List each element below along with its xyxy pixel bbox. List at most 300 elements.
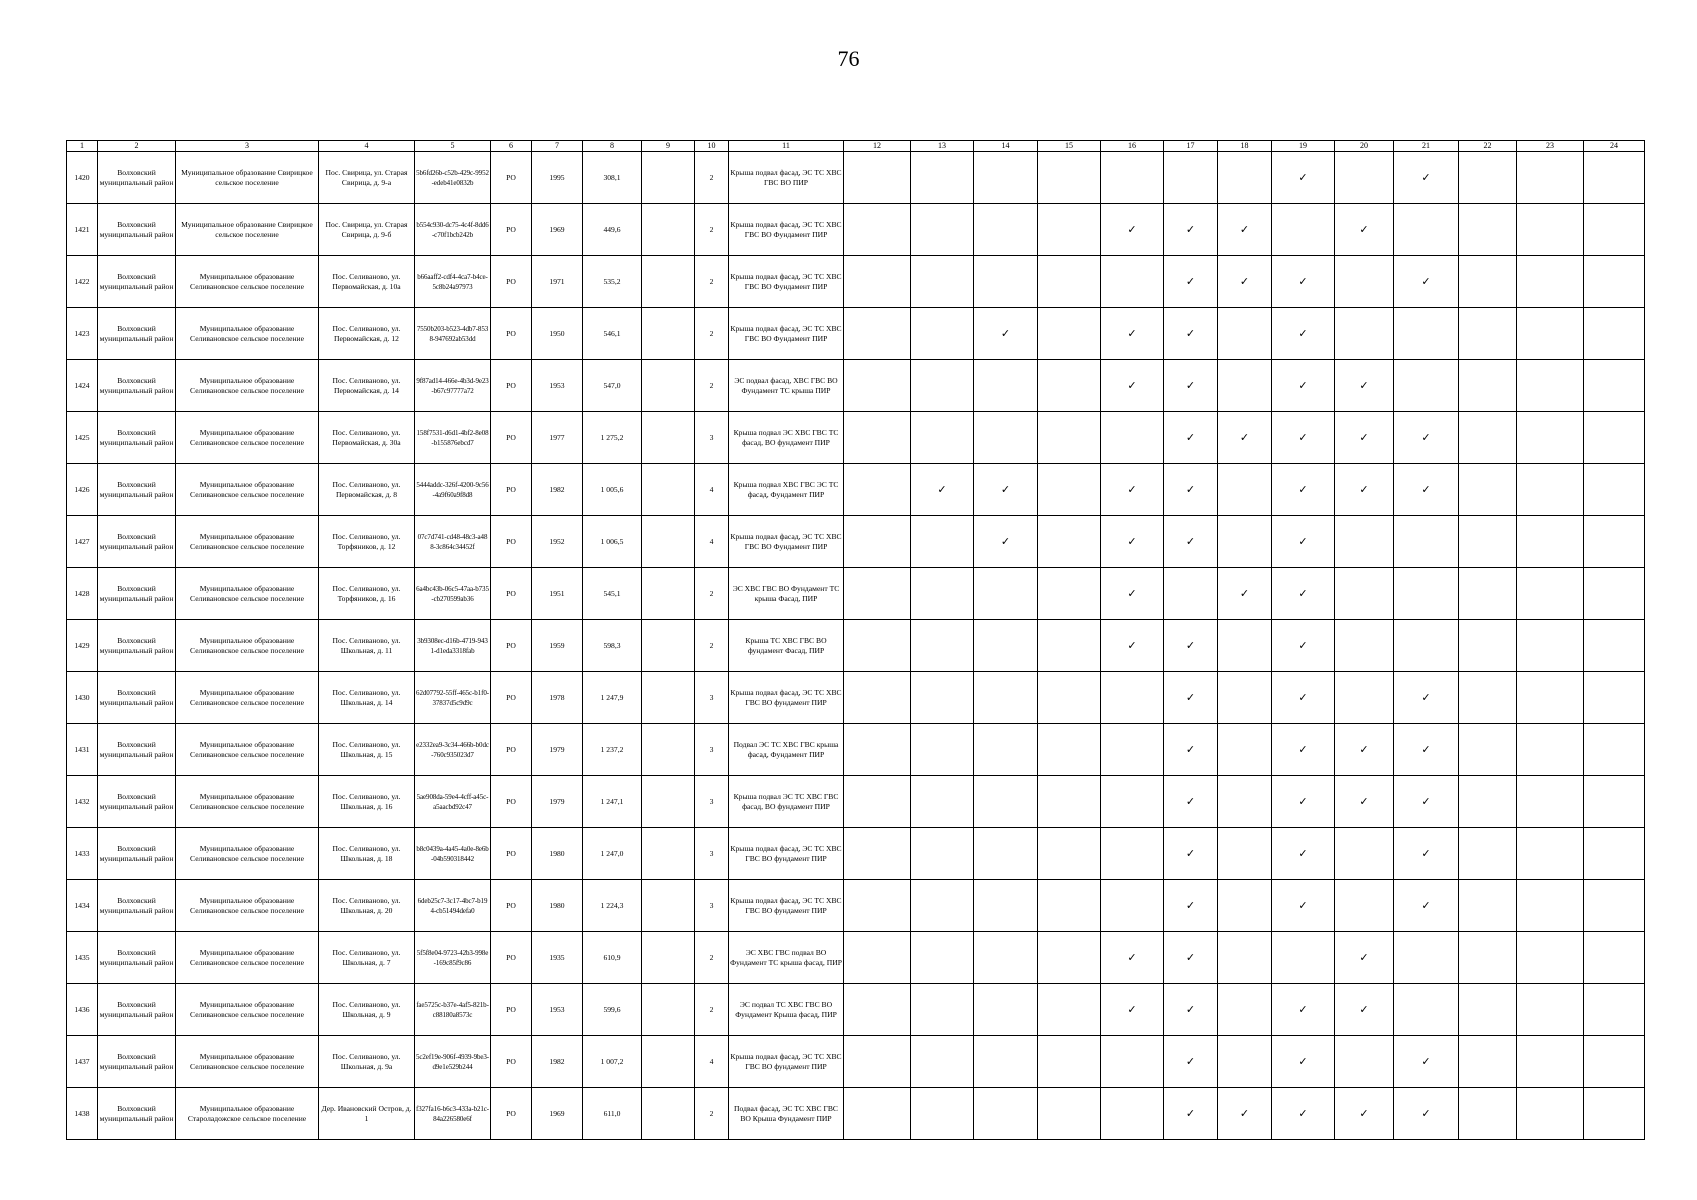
municipality-cell: Муниципальное образование Свирицкое сельское поселение [176, 152, 319, 204]
col-20-cell [1335, 256, 1394, 308]
row-number-cell: 1431 [67, 724, 98, 776]
col-23-cell [1517, 256, 1584, 308]
check-mark-icon: ✓ [1335, 464, 1394, 516]
district-cell: Волховский муниципальный район [98, 204, 176, 256]
col-19-cell [1272, 932, 1335, 984]
column-header-7: 7 [532, 141, 583, 152]
col-23-cell [1517, 984, 1584, 1036]
col-23-cell [1517, 308, 1584, 360]
ownership-type-cell: РО [491, 828, 532, 880]
check-mark-icon: ✓ [1218, 412, 1272, 464]
col-24-cell [1584, 152, 1645, 204]
table-row [67, 204, 1645, 256]
works-list-cell: ЭС ХВС ГВС подвал ВО Фундамент ТС крыша фасад, ПИР [729, 932, 844, 984]
col-22-cell [1459, 828, 1517, 880]
build-year-cell: 1969 [532, 204, 583, 256]
build-year-cell: 1978 [532, 672, 583, 724]
col-22-cell [1459, 620, 1517, 672]
check-mark-icon: ✓ [1164, 620, 1218, 672]
col-24-cell [1584, 308, 1645, 360]
col-12-cell [844, 724, 911, 776]
floors-cell: 2 [695, 932, 729, 984]
col-12-cell [844, 360, 911, 412]
works-list-cell: ЭС подвал ТС ХВС ГВС ВО Фундамент Крыша фасад, ПИР [729, 984, 844, 1036]
col-24-cell [1584, 776, 1645, 828]
build-year-cell: 1982 [532, 464, 583, 516]
municipality-cell: Муниципальное образование Селивановское сельское поселение [176, 724, 319, 776]
district-cell: Волховский муниципальный район [98, 724, 176, 776]
col-16-cell [1101, 724, 1164, 776]
col-20-cell [1335, 516, 1394, 568]
column-header-13: 13 [911, 141, 974, 152]
check-mark-icon: ✓ [1272, 620, 1335, 672]
check-mark-icon: ✓ [1272, 360, 1335, 412]
table-row [67, 1036, 1645, 1088]
col-20-cell [1335, 308, 1394, 360]
floors-cell: 2 [695, 568, 729, 620]
col-22-cell [1459, 776, 1517, 828]
floors-cell: 4 [695, 516, 729, 568]
col-12-cell [844, 932, 911, 984]
district-cell: Волховский муниципальный район [98, 256, 176, 308]
col-15-cell [1038, 672, 1101, 724]
check-mark-icon: ✓ [1164, 412, 1218, 464]
check-mark-icon: ✓ [1164, 932, 1218, 984]
check-mark-icon: ✓ [1101, 308, 1164, 360]
ownership-type-cell: РО [491, 984, 532, 1036]
floors-cell: 2 [695, 360, 729, 412]
check-mark-icon: ✓ [1335, 932, 1394, 984]
header-row [67, 141, 1645, 152]
col-9-cell [642, 620, 695, 672]
address-cell: Пос. Свирица, ул. Старая Свирица, д. 9-б [319, 204, 415, 256]
row-number-cell: 1433 [67, 828, 98, 880]
municipality-cell: Муниципальное образование Селивановское сельское поселение [176, 932, 319, 984]
house-id-cell: 5b6fd26b-c52b-429c-9952-edeb41e0832b [415, 152, 491, 204]
district-cell: Волховский муниципальный район [98, 1036, 176, 1088]
col-18-cell [1218, 152, 1272, 204]
area-cell: 535,2 [583, 256, 642, 308]
check-mark-icon: ✓ [1335, 1088, 1394, 1140]
col-9-cell [642, 308, 695, 360]
col-22-cell [1459, 1036, 1517, 1088]
check-mark-icon: ✓ [1164, 204, 1218, 256]
row-number-cell: 1427 [67, 516, 98, 568]
municipality-cell: Муниципальное образование Селивановское сельское поселение [176, 516, 319, 568]
ownership-type-cell: РО [491, 620, 532, 672]
build-year-cell: 1979 [532, 776, 583, 828]
district-cell: Волховский муниципальный район [98, 1088, 176, 1140]
row-number-cell: 1426 [67, 464, 98, 516]
col-15-cell [1038, 204, 1101, 256]
area-cell: 611,0 [583, 1088, 642, 1140]
col-15-cell [1038, 620, 1101, 672]
district-cell: Волховский муниципальный район [98, 412, 176, 464]
area-cell: 545,1 [583, 568, 642, 620]
col-13-cell [911, 412, 974, 464]
build-year-cell: 1935 [532, 932, 583, 984]
col-14-cell [974, 204, 1038, 256]
check-mark-icon: ✓ [1394, 412, 1459, 464]
ownership-type-cell: РО [491, 152, 532, 204]
works-list-cell: Крыша подвал фасад, ЭС ТС ХВС ГВС ВО фундамент ПИР [729, 828, 844, 880]
build-year-cell: 1977 [532, 412, 583, 464]
col-14-cell [974, 984, 1038, 1036]
table-row [67, 516, 1645, 568]
address-cell: Пос. Селиваново, ул. Первомайская, д. 8 [319, 464, 415, 516]
table-row [67, 1088, 1645, 1140]
col-12-cell [844, 620, 911, 672]
district-cell: Волховский муниципальный район [98, 828, 176, 880]
address-cell: Пос. Свирица, ул. Старая Свирица, д. 9-а [319, 152, 415, 204]
col-16-cell [1101, 152, 1164, 204]
col-13-cell [911, 620, 974, 672]
col-9-cell [642, 672, 695, 724]
table-row [67, 620, 1645, 672]
municipality-cell: Муниципальное образование Свирицкое сельское поселение [176, 204, 319, 256]
build-year-cell: 1953 [532, 360, 583, 412]
col-15-cell [1038, 880, 1101, 932]
address-cell: Пос. Селиваново, ул. Школьная, д. 16 [319, 776, 415, 828]
address-cell: Пос. Селиваново, ул. Школьная, д. 15 [319, 724, 415, 776]
col-18-cell [1218, 672, 1272, 724]
address-cell: Пос. Селиваново, ул. Первомайская, д. 10а [319, 256, 415, 308]
col-24-cell [1584, 1088, 1645, 1140]
area-cell: 1 224,3 [583, 880, 642, 932]
address-cell: Дер. Ивановский Остров, д. 1 [319, 1088, 415, 1140]
col-22-cell [1459, 464, 1517, 516]
col-15-cell [1038, 776, 1101, 828]
table-row [67, 828, 1645, 880]
col-15-cell [1038, 724, 1101, 776]
col-13-cell [911, 984, 974, 1036]
district-cell: Волховский муниципальный район [98, 308, 176, 360]
house-id-cell: f327fa16-b6c3-433a-b21c-84a226580e6f [415, 1088, 491, 1140]
col-9-cell [642, 568, 695, 620]
check-mark-icon: ✓ [1272, 880, 1335, 932]
row-number-cell: 1421 [67, 204, 98, 256]
check-mark-icon: ✓ [1394, 464, 1459, 516]
col-22-cell [1459, 1088, 1517, 1140]
ownership-type-cell: РО [491, 724, 532, 776]
col-23-cell [1517, 464, 1584, 516]
col-16-cell [1101, 880, 1164, 932]
col-22-cell [1459, 880, 1517, 932]
col-15-cell [1038, 1088, 1101, 1140]
col-22-cell [1459, 984, 1517, 1036]
col-9-cell [642, 360, 695, 412]
house-id-cell: 6deb25c7-3c17-4bc7-b194-cb51494defa0 [415, 880, 491, 932]
municipality-cell: Муниципальное образование Селивановское сельское поселение [176, 568, 319, 620]
column-header-15: 15 [1038, 141, 1101, 152]
row-number-cell: 1438 [67, 1088, 98, 1140]
check-mark-icon: ✓ [1218, 568, 1272, 620]
col-23-cell [1517, 828, 1584, 880]
col-17-cell [1164, 152, 1218, 204]
col-12-cell [844, 880, 911, 932]
floors-cell: 2 [695, 984, 729, 1036]
row-number-cell: 1420 [67, 152, 98, 204]
floors-cell: 3 [695, 776, 729, 828]
col-23-cell [1517, 360, 1584, 412]
column-header-5: 5 [415, 141, 491, 152]
municipality-cell: Муниципальное образование Селивановское сельское поселение [176, 880, 319, 932]
col-9-cell [642, 152, 695, 204]
check-mark-icon: ✓ [1272, 724, 1335, 776]
register-table [66, 140, 1645, 1140]
check-mark-icon: ✓ [911, 464, 974, 516]
column-header-9: 9 [642, 141, 695, 152]
area-cell: 1 247,9 [583, 672, 642, 724]
floors-cell: 2 [695, 1088, 729, 1140]
check-mark-icon: ✓ [974, 464, 1038, 516]
build-year-cell: 1995 [532, 152, 583, 204]
area-cell: 599,6 [583, 984, 642, 1036]
check-mark-icon: ✓ [1272, 984, 1335, 1036]
table-row [67, 412, 1645, 464]
check-mark-icon: ✓ [1394, 1088, 1459, 1140]
floors-cell: 3 [695, 828, 729, 880]
house-id-cell: 07c7d741-cd48-48c3-a488-3c864c34452f [415, 516, 491, 568]
col-21-cell [1394, 984, 1459, 1036]
floors-cell: 4 [695, 464, 729, 516]
works-list-cell: Крыша подвал фасад, ЭС ТС ХВС ГВС ВО Фундамент ПИР [729, 256, 844, 308]
check-mark-icon: ✓ [1101, 984, 1164, 1036]
row-number-cell: 1422 [67, 256, 98, 308]
column-header-17: 17 [1164, 141, 1218, 152]
check-mark-icon: ✓ [1394, 880, 1459, 932]
check-mark-icon: ✓ [1164, 516, 1218, 568]
check-mark-icon: ✓ [1335, 204, 1394, 256]
col-9-cell [642, 204, 695, 256]
area-cell: 1 247,1 [583, 776, 642, 828]
table-row [67, 256, 1645, 308]
check-mark-icon: ✓ [1272, 1036, 1335, 1088]
house-id-cell: fae5725c-b37e-4af5-821b-c88180a8573c [415, 984, 491, 1036]
check-mark-icon: ✓ [1101, 932, 1164, 984]
col-12-cell [844, 308, 911, 360]
col-23-cell [1517, 672, 1584, 724]
check-mark-icon: ✓ [1394, 152, 1459, 204]
floors-cell: 2 [695, 620, 729, 672]
address-cell: Пос. Селиваново, ул. Торфяников, д. 12 [319, 516, 415, 568]
floors-cell: 2 [695, 256, 729, 308]
col-20-cell [1335, 672, 1394, 724]
check-mark-icon: ✓ [1272, 1088, 1335, 1140]
col-16-cell [1101, 1088, 1164, 1140]
table-row [67, 464, 1645, 516]
col-20-cell [1335, 568, 1394, 620]
ownership-type-cell: РО [491, 1088, 532, 1140]
col-21-cell [1394, 516, 1459, 568]
row-number-cell: 1428 [67, 568, 98, 620]
col-16-cell [1101, 1036, 1164, 1088]
col-14-cell [974, 360, 1038, 412]
district-cell: Волховский муниципальный район [98, 152, 176, 204]
col-23-cell [1517, 776, 1584, 828]
works-list-cell: Подвал фасад, ЭС ТС ХВС ГВС ВО Крыша Фундамент ПИР [729, 1088, 844, 1140]
col-23-cell [1517, 568, 1584, 620]
ownership-type-cell: РО [491, 412, 532, 464]
col-14-cell [974, 880, 1038, 932]
municipality-cell: Муниципальное образование Староладожское сельское поселение [176, 1088, 319, 1140]
col-14-cell [974, 412, 1038, 464]
check-mark-icon: ✓ [1164, 724, 1218, 776]
municipality-cell: Муниципальное образование Селивановское сельское поселение [176, 776, 319, 828]
area-cell: 1 007,2 [583, 1036, 642, 1088]
col-18-cell [1218, 984, 1272, 1036]
row-number-cell: 1424 [67, 360, 98, 412]
row-number-cell: 1432 [67, 776, 98, 828]
address-cell: Пос. Селиваново, ул. Школьная, д. 7 [319, 932, 415, 984]
col-15-cell [1038, 464, 1101, 516]
col-22-cell [1459, 932, 1517, 984]
district-cell: Волховский муниципальный район [98, 568, 176, 620]
col-21-cell [1394, 360, 1459, 412]
check-mark-icon: ✓ [1101, 620, 1164, 672]
col-23-cell [1517, 880, 1584, 932]
col-20-cell [1335, 880, 1394, 932]
col-13-cell [911, 776, 974, 828]
area-cell: 1 006,5 [583, 516, 642, 568]
check-mark-icon: ✓ [1335, 776, 1394, 828]
district-cell: Волховский муниципальный район [98, 672, 176, 724]
col-15-cell [1038, 256, 1101, 308]
floors-cell: 4 [695, 1036, 729, 1088]
check-mark-icon: ✓ [1272, 776, 1335, 828]
check-mark-icon: ✓ [1164, 880, 1218, 932]
house-id-cell: 7550b203-b523-4db7-8538-947692ab53dd [415, 308, 491, 360]
col-14-cell [974, 152, 1038, 204]
col-15-cell [1038, 932, 1101, 984]
col-14-cell [974, 568, 1038, 620]
col-18-cell [1218, 932, 1272, 984]
check-mark-icon: ✓ [1272, 568, 1335, 620]
column-header-12: 12 [844, 141, 911, 152]
col-17-cell [1164, 568, 1218, 620]
col-23-cell [1517, 620, 1584, 672]
check-mark-icon: ✓ [1394, 776, 1459, 828]
column-header-3: 3 [176, 141, 319, 152]
check-mark-icon: ✓ [1394, 1036, 1459, 1088]
area-cell: 610,9 [583, 932, 642, 984]
check-mark-icon: ✓ [1101, 568, 1164, 620]
col-9-cell [642, 984, 695, 1036]
check-mark-icon: ✓ [1218, 1088, 1272, 1140]
check-mark-icon: ✓ [1272, 152, 1335, 204]
row-number-cell: 1434 [67, 880, 98, 932]
ownership-type-cell: РО [491, 568, 532, 620]
check-mark-icon: ✓ [1101, 516, 1164, 568]
col-21-cell [1394, 308, 1459, 360]
build-year-cell: 1952 [532, 516, 583, 568]
municipality-cell: Муниципальное образование Селивановское сельское поселение [176, 308, 319, 360]
works-list-cell: Крыша подвал фасад, ЭС ТС ХВС ГВС ВО Фундамент ПИР [729, 308, 844, 360]
house-id-cell: 9f87ad14-466e-4b3d-9e23-b67c97777a72 [415, 360, 491, 412]
municipality-cell: Муниципальное образование Селивановское сельское поселение [176, 464, 319, 516]
works-list-cell: Крыша подвал фасад, ЭС ТС ХВС ГВС ВО фундамент ПИР [729, 1036, 844, 1088]
col-24-cell [1584, 360, 1645, 412]
area-cell: 546,1 [583, 308, 642, 360]
house-id-cell: 5c2ef19e-906f-4939-9be3-d9e1e529b244 [415, 1036, 491, 1088]
row-number-cell: 1430 [67, 672, 98, 724]
col-15-cell [1038, 360, 1101, 412]
col-15-cell [1038, 308, 1101, 360]
column-header-16: 16 [1101, 141, 1164, 152]
col-18-cell [1218, 724, 1272, 776]
col-12-cell [844, 984, 911, 1036]
col-16-cell [1101, 672, 1164, 724]
col-20-cell [1335, 152, 1394, 204]
table-row [67, 724, 1645, 776]
ownership-type-cell: РО [491, 672, 532, 724]
works-list-cell: Крыша подвал фасад, ЭС ТС ХВС ГВС ВО фундамент ПИР [729, 672, 844, 724]
works-list-cell: Крыша подвал ХВС ГВС ЭС ТС фасад, Фундамент ПИР [729, 464, 844, 516]
col-23-cell [1517, 724, 1584, 776]
check-mark-icon: ✓ [1164, 360, 1218, 412]
col-22-cell [1459, 256, 1517, 308]
col-22-cell [1459, 152, 1517, 204]
address-cell: Пос. Селиваново, ул. Первомайская, д. 30а [319, 412, 415, 464]
col-18-cell [1218, 464, 1272, 516]
col-14-cell [974, 828, 1038, 880]
col-9-cell [642, 1088, 695, 1140]
check-mark-icon: ✓ [1272, 828, 1335, 880]
col-14-cell [974, 932, 1038, 984]
col-15-cell [1038, 152, 1101, 204]
col-12-cell [844, 516, 911, 568]
house-id-cell: b8c0439a-4a45-4a0e-8e6b-04b590318442 [415, 828, 491, 880]
table-row [67, 932, 1645, 984]
col-12-cell [844, 1088, 911, 1140]
col-24-cell [1584, 620, 1645, 672]
check-mark-icon: ✓ [1272, 464, 1335, 516]
col-24-cell [1584, 984, 1645, 1036]
check-mark-icon: ✓ [1394, 828, 1459, 880]
col-9-cell [642, 464, 695, 516]
municipality-cell: Муниципальное образование Селивановское сельское поселение [176, 1036, 319, 1088]
build-year-cell: 1953 [532, 984, 583, 1036]
col-23-cell [1517, 412, 1584, 464]
check-mark-icon: ✓ [1335, 412, 1394, 464]
check-mark-icon: ✓ [1394, 672, 1459, 724]
col-15-cell [1038, 1036, 1101, 1088]
column-header-10: 10 [695, 141, 729, 152]
municipality-cell: Муниципальное образование Селивановское сельское поселение [176, 360, 319, 412]
check-mark-icon: ✓ [1218, 256, 1272, 308]
col-13-cell [911, 932, 974, 984]
col-18-cell [1218, 1036, 1272, 1088]
col-18-cell [1218, 360, 1272, 412]
municipality-cell: Муниципальное образование Селивановское сельское поселение [176, 672, 319, 724]
works-list-cell: Крыша подвал фасад, ЭС ТС ХВС ГВС ВО Фундамент ПИР [729, 516, 844, 568]
col-14-cell [974, 672, 1038, 724]
floors-cell: 3 [695, 412, 729, 464]
ownership-type-cell: РО [491, 1036, 532, 1088]
table-row [67, 672, 1645, 724]
col-15-cell [1038, 828, 1101, 880]
table-row [67, 568, 1645, 620]
district-cell: Волховский муниципальный район [98, 464, 176, 516]
column-header-20: 20 [1335, 141, 1394, 152]
col-13-cell [911, 204, 974, 256]
column-header-11: 11 [729, 141, 844, 152]
table-row [67, 776, 1645, 828]
col-18-cell [1218, 308, 1272, 360]
col-22-cell [1459, 672, 1517, 724]
municipality-cell: Муниципальное образование Селивановское сельское поселение [176, 256, 319, 308]
col-24-cell [1584, 724, 1645, 776]
